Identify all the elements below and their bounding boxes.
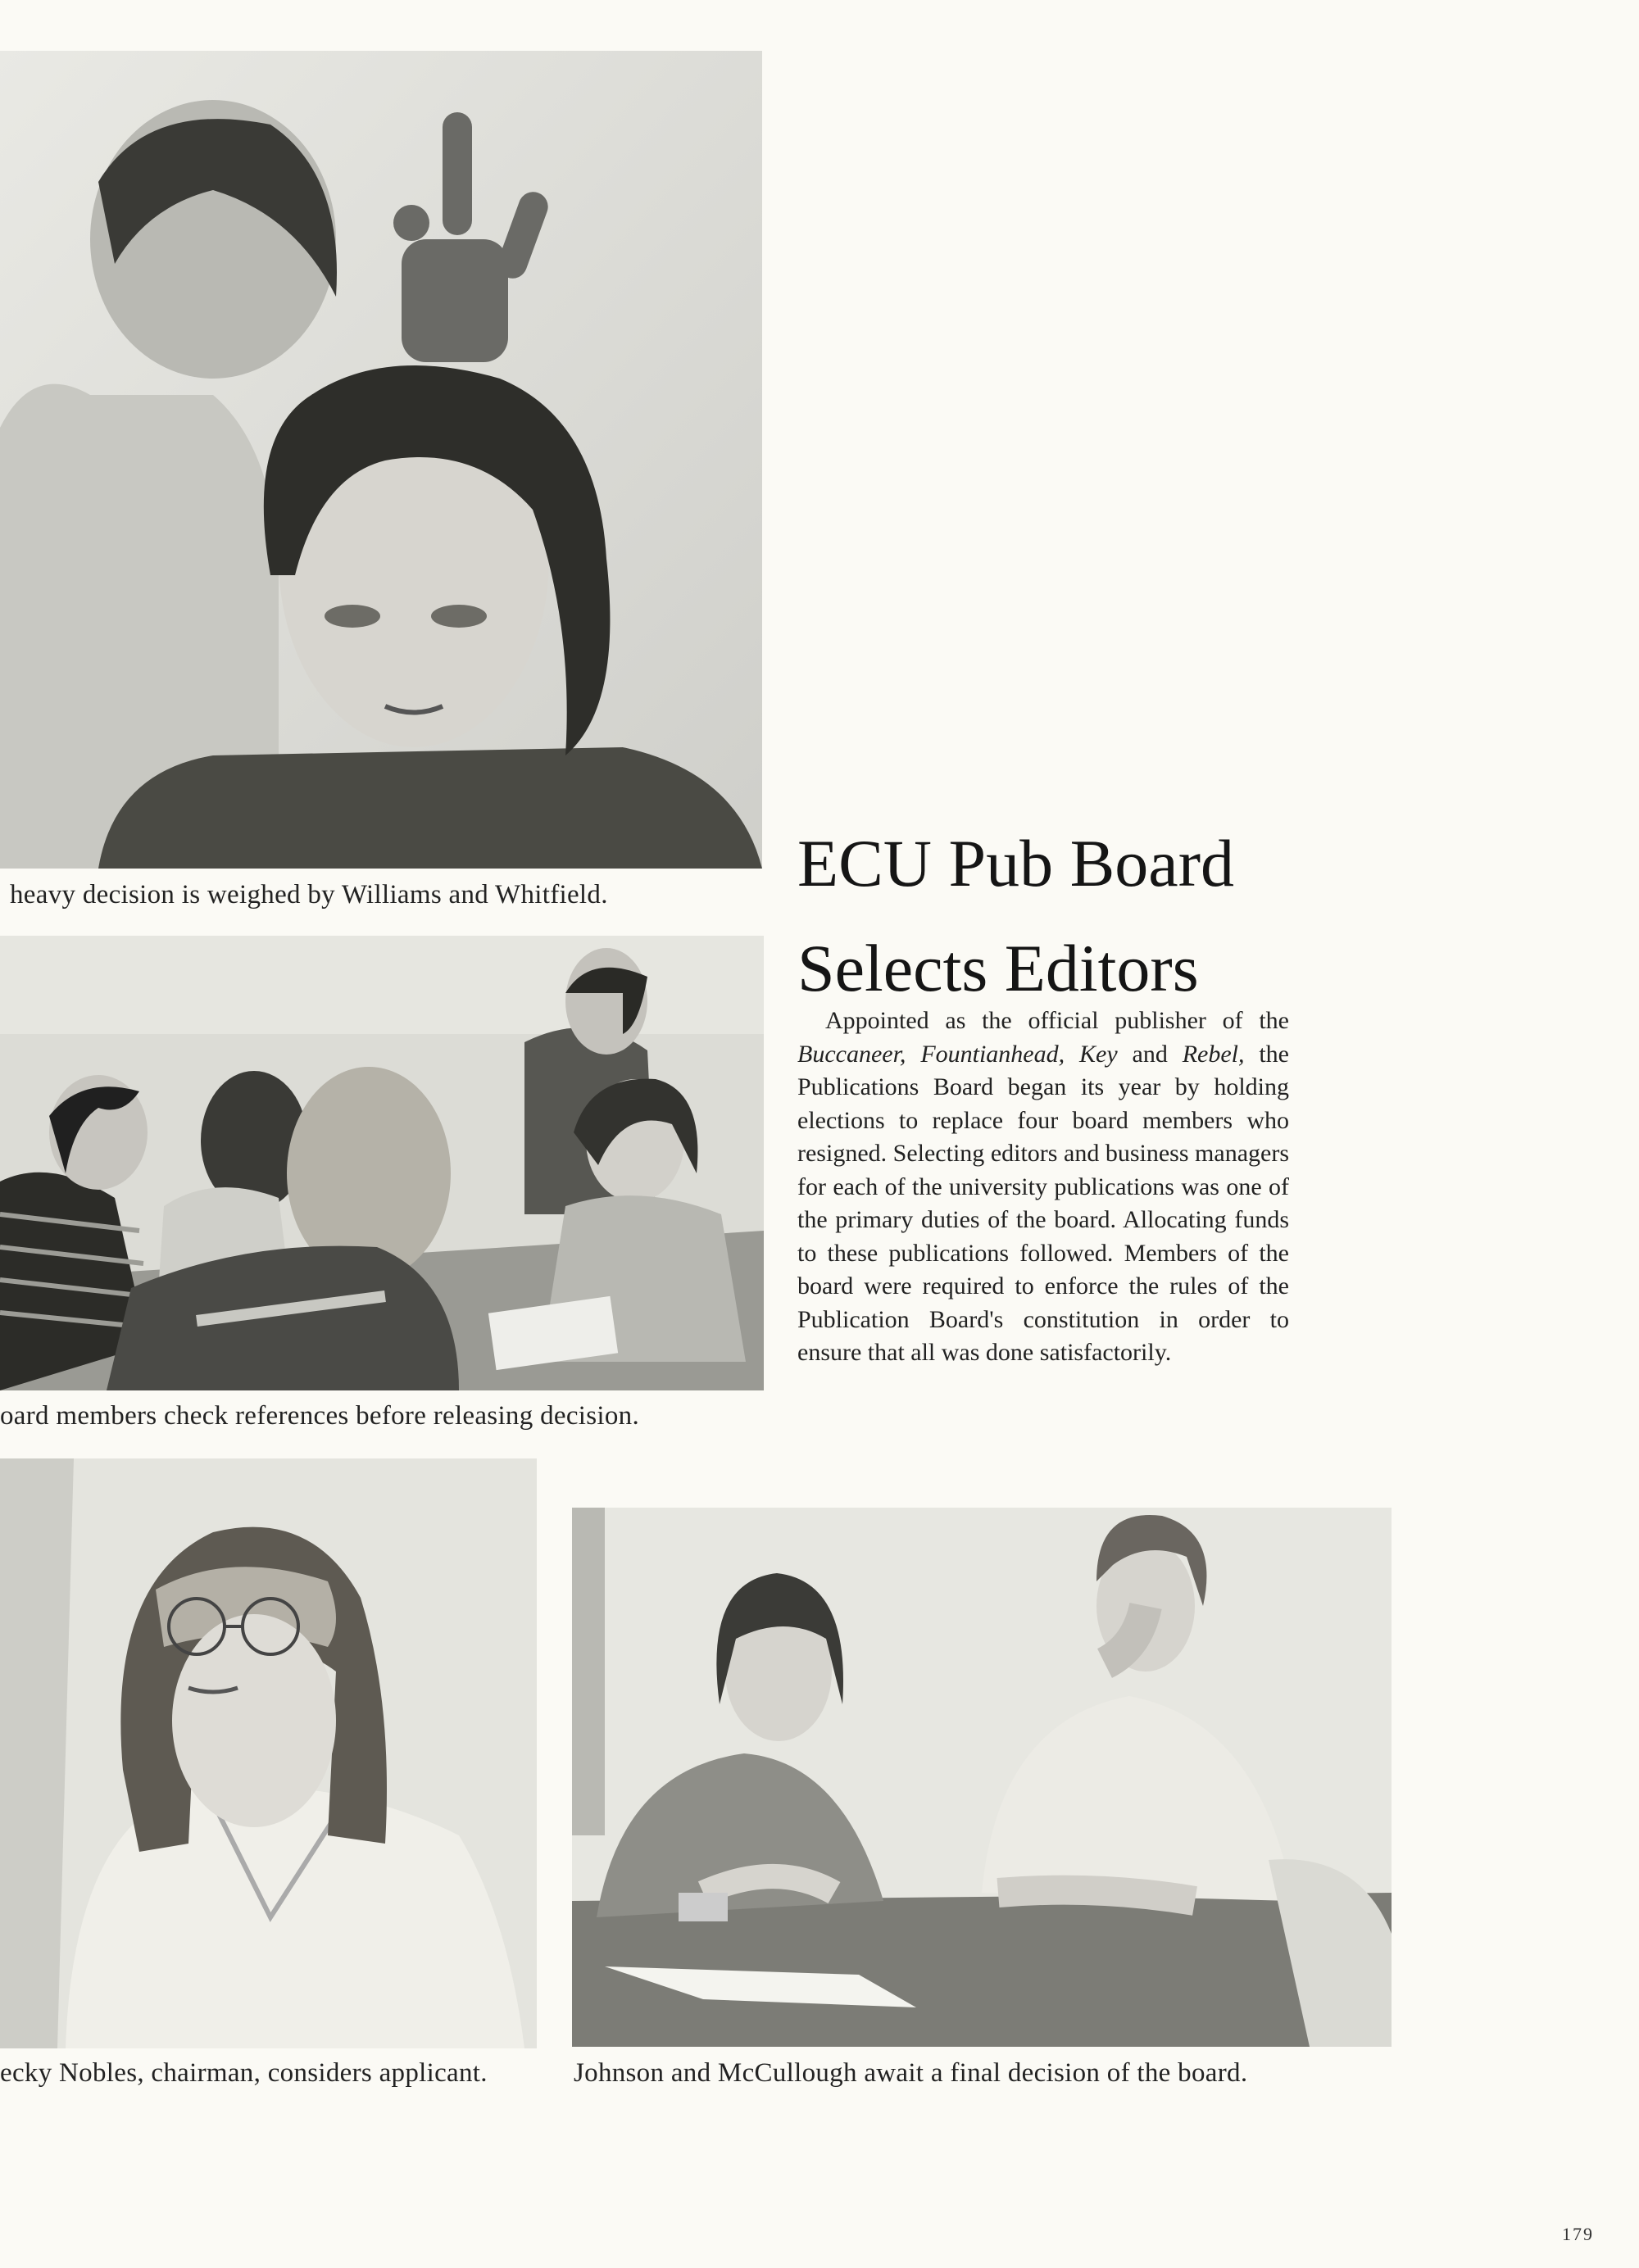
photo-johnson-mccullough [572, 1508, 1392, 2047]
body-intro: Appointed as the official publisher of the [825, 1007, 1289, 1034]
photo-board-members [0, 936, 764, 1390]
article-body: Appointed as the official publisher of the Buccaneer, Fountianhead, Key and Rebel, the Publications Board began its year by holding elections to replace four board members who resigned. Selecting editors and business managers for each of the university publications was one of the primary duties of the board. Allocating funds to these publications followed. Members of the board were required to enforce the rules of the Publication Board's constitution in order to ensure that all was done satisfactorily. [797, 1007, 1290, 1366]
article-headline [797, 811, 1322, 1021]
caption-photo-1: heavy decision is weighed by Williams and Whitfield. [10, 880, 608, 909]
caption-photo-2: oard members check references before releasing decision. [0, 1401, 639, 1431]
page-number: 179 [1562, 2224, 1594, 2244]
headline-line-1: ECU Pub Board [797, 826, 1234, 900]
caption-photo-3: ecky Nobles, chairman, considers applicant. [0, 2058, 488, 2088]
photo-williams-whitfield [0, 51, 762, 869]
headline-line-2: Selects Editors [797, 931, 1199, 1005]
body-rest: the Publications Board began its year by holding elections to replace four board members who resigned. Selecting editors and business managers for each of the university publications was one of the primary duties of the board. Allocating funds to these publications followed. Members of the board were required to enforce the rules of the Publication Board's constitution in order to ensure that all was done satisfactorily. [797, 1040, 1290, 1366]
photo-nobles [0, 1458, 537, 2048]
pub-key: Key [1079, 1040, 1118, 1068]
pub-buccaneer: Buccaneer, [797, 1040, 906, 1068]
caption-photo-4: Johnson and McCullough await a final decision of the board. [574, 2058, 1248, 2088]
pub-rebel: Rebel, [1182, 1040, 1245, 1068]
pub-fountianhead: Fountianhead, [920, 1040, 1065, 1068]
